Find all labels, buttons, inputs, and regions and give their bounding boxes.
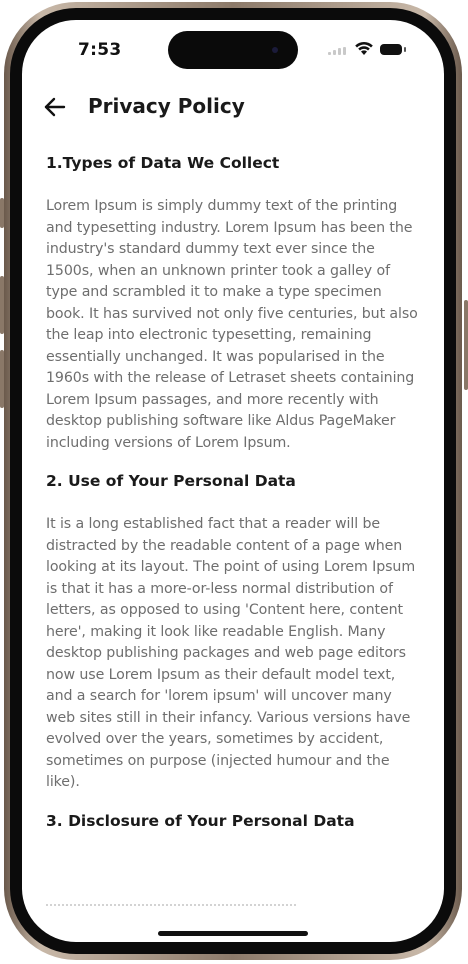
action-button	[0, 198, 4, 228]
policy-section	[46, 152, 424, 454]
app-header	[22, 90, 444, 126]
camera-dot	[272, 47, 278, 53]
battery-icon	[380, 44, 402, 55]
section-body: It is a long established fact that a reader will be distracted by the readable content of a page when looking at its layout. The point of using Lorem Ipsum is that it has a more-or-less normal distribution of letters, as opposed to using 'Content here, content here', making it look like readable English. Many desktop publishing packages and web page editors now use Lorem Ipsum as their default model text, and a search for 'lorem ipsum' will uncover many web sites still in their infancy. Various versions have evolved over the years, sometimes by accident, sometimes on purpose (injected humour and the like).	[46, 516, 416, 790]
status-time: 7:53	[78, 40, 122, 60]
volume-down-button	[0, 350, 4, 408]
status-bar	[22, 20, 444, 82]
section-heading: 2. Use of Your Personal Data	[46, 472, 296, 490]
wifi-icon	[354, 41, 374, 57]
policy-content	[46, 152, 424, 854]
section-heading: 1.Types of Data We Collect	[46, 154, 280, 172]
cellular-signal-icon	[328, 47, 348, 55]
section-body: Lorem Ipsum is simply dummy text of the printing and typesetting industry. Lorem Ipsum has been the industry's standard dummy text ever since the 1500s, when an unknown printer took a galley of type and scrambled it to make a type specimen book. It has survived not only five centuries, but also the leap into electronic typesetting, remaining essentially unchanged. It was popularised in the 1960s with the release of Letraset sheets containing Lorem Ipsum passages, and more recently with desktop publishing software like Aldus PageMaker including versions of Lorem Ipsum.	[46, 198, 418, 451]
dynamic-island	[168, 31, 298, 69]
section-heading: 3. Disclosure of Your Personal Data	[46, 811, 355, 830]
page-title: Privacy Policy	[88, 94, 245, 118]
screen	[22, 20, 444, 942]
policy-section	[46, 470, 424, 794]
battery-nub	[404, 47, 406, 52]
power-button	[464, 300, 468, 390]
home-indicator[interactable]	[158, 931, 308, 936]
arrow-left-icon[interactable]	[42, 94, 68, 120]
clipped-text-line	[46, 904, 296, 912]
volume-up-button	[0, 276, 4, 334]
policy-section	[46, 810, 424, 832]
